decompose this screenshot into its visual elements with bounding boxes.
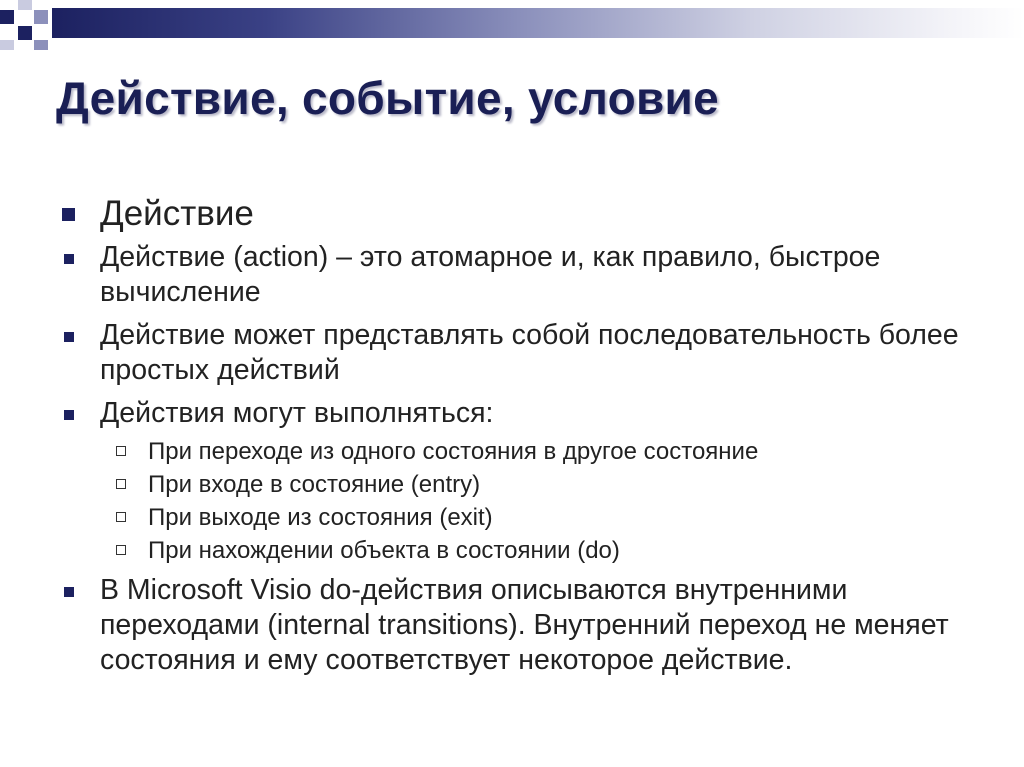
square-bullet-icon [64,254,74,264]
sub-list-item-text: При нахождении объекта в состоянии (do) [148,537,620,564]
header-gradient-band [52,8,1024,38]
sub-bullet-list [58,435,998,567]
list-item-text: Действия могут выполняться: [100,397,494,429]
list-item-text: Действие [100,194,254,233]
sub-list-item [114,435,998,468]
sub-list-item-text: При переходе из одного состояния в другое состояние [148,438,759,465]
list-item-text: В Microsoft Visio do-действия описываются внутренними переходами (internal transitions). Внутренний переход не меняет состояния и ему соответствует некоторое действие. [100,574,949,676]
decor-square [18,0,32,10]
bullet-list [58,192,998,686]
sub-list-item [114,534,998,567]
hollow-square-bullet-icon [116,545,126,555]
list-item [58,318,998,388]
list-item-text: Действие (action) – это атомарное и, как правило, быстрое вычисление [100,241,881,308]
sub-list-item-text: При входе в состояние (entry) [148,471,481,498]
decor-square [18,26,32,40]
list-item [58,240,998,310]
list-item-text: Действие может представлять собой последовательность более простых действий [100,319,959,386]
list-item [58,573,998,678]
decor-square [34,10,48,24]
decor-square [0,40,14,50]
decor-square [34,40,48,50]
list-item [58,396,998,431]
slide-title: Действие, событие, условие [56,72,720,124]
decor-square [0,10,14,24]
sub-list-item [114,468,998,501]
hollow-square-bullet-icon [116,446,126,456]
square-bullet-icon [64,587,74,597]
square-bullet-icon [64,332,74,342]
hollow-square-bullet-icon [116,479,126,489]
hollow-square-bullet-icon [116,512,126,522]
sub-list-item [114,501,998,534]
sub-list-item-text: При выходе из состояния (exit) [148,504,493,531]
square-bullet-icon [64,410,74,420]
list-item [58,192,998,236]
square-bullet-icon [62,208,75,221]
